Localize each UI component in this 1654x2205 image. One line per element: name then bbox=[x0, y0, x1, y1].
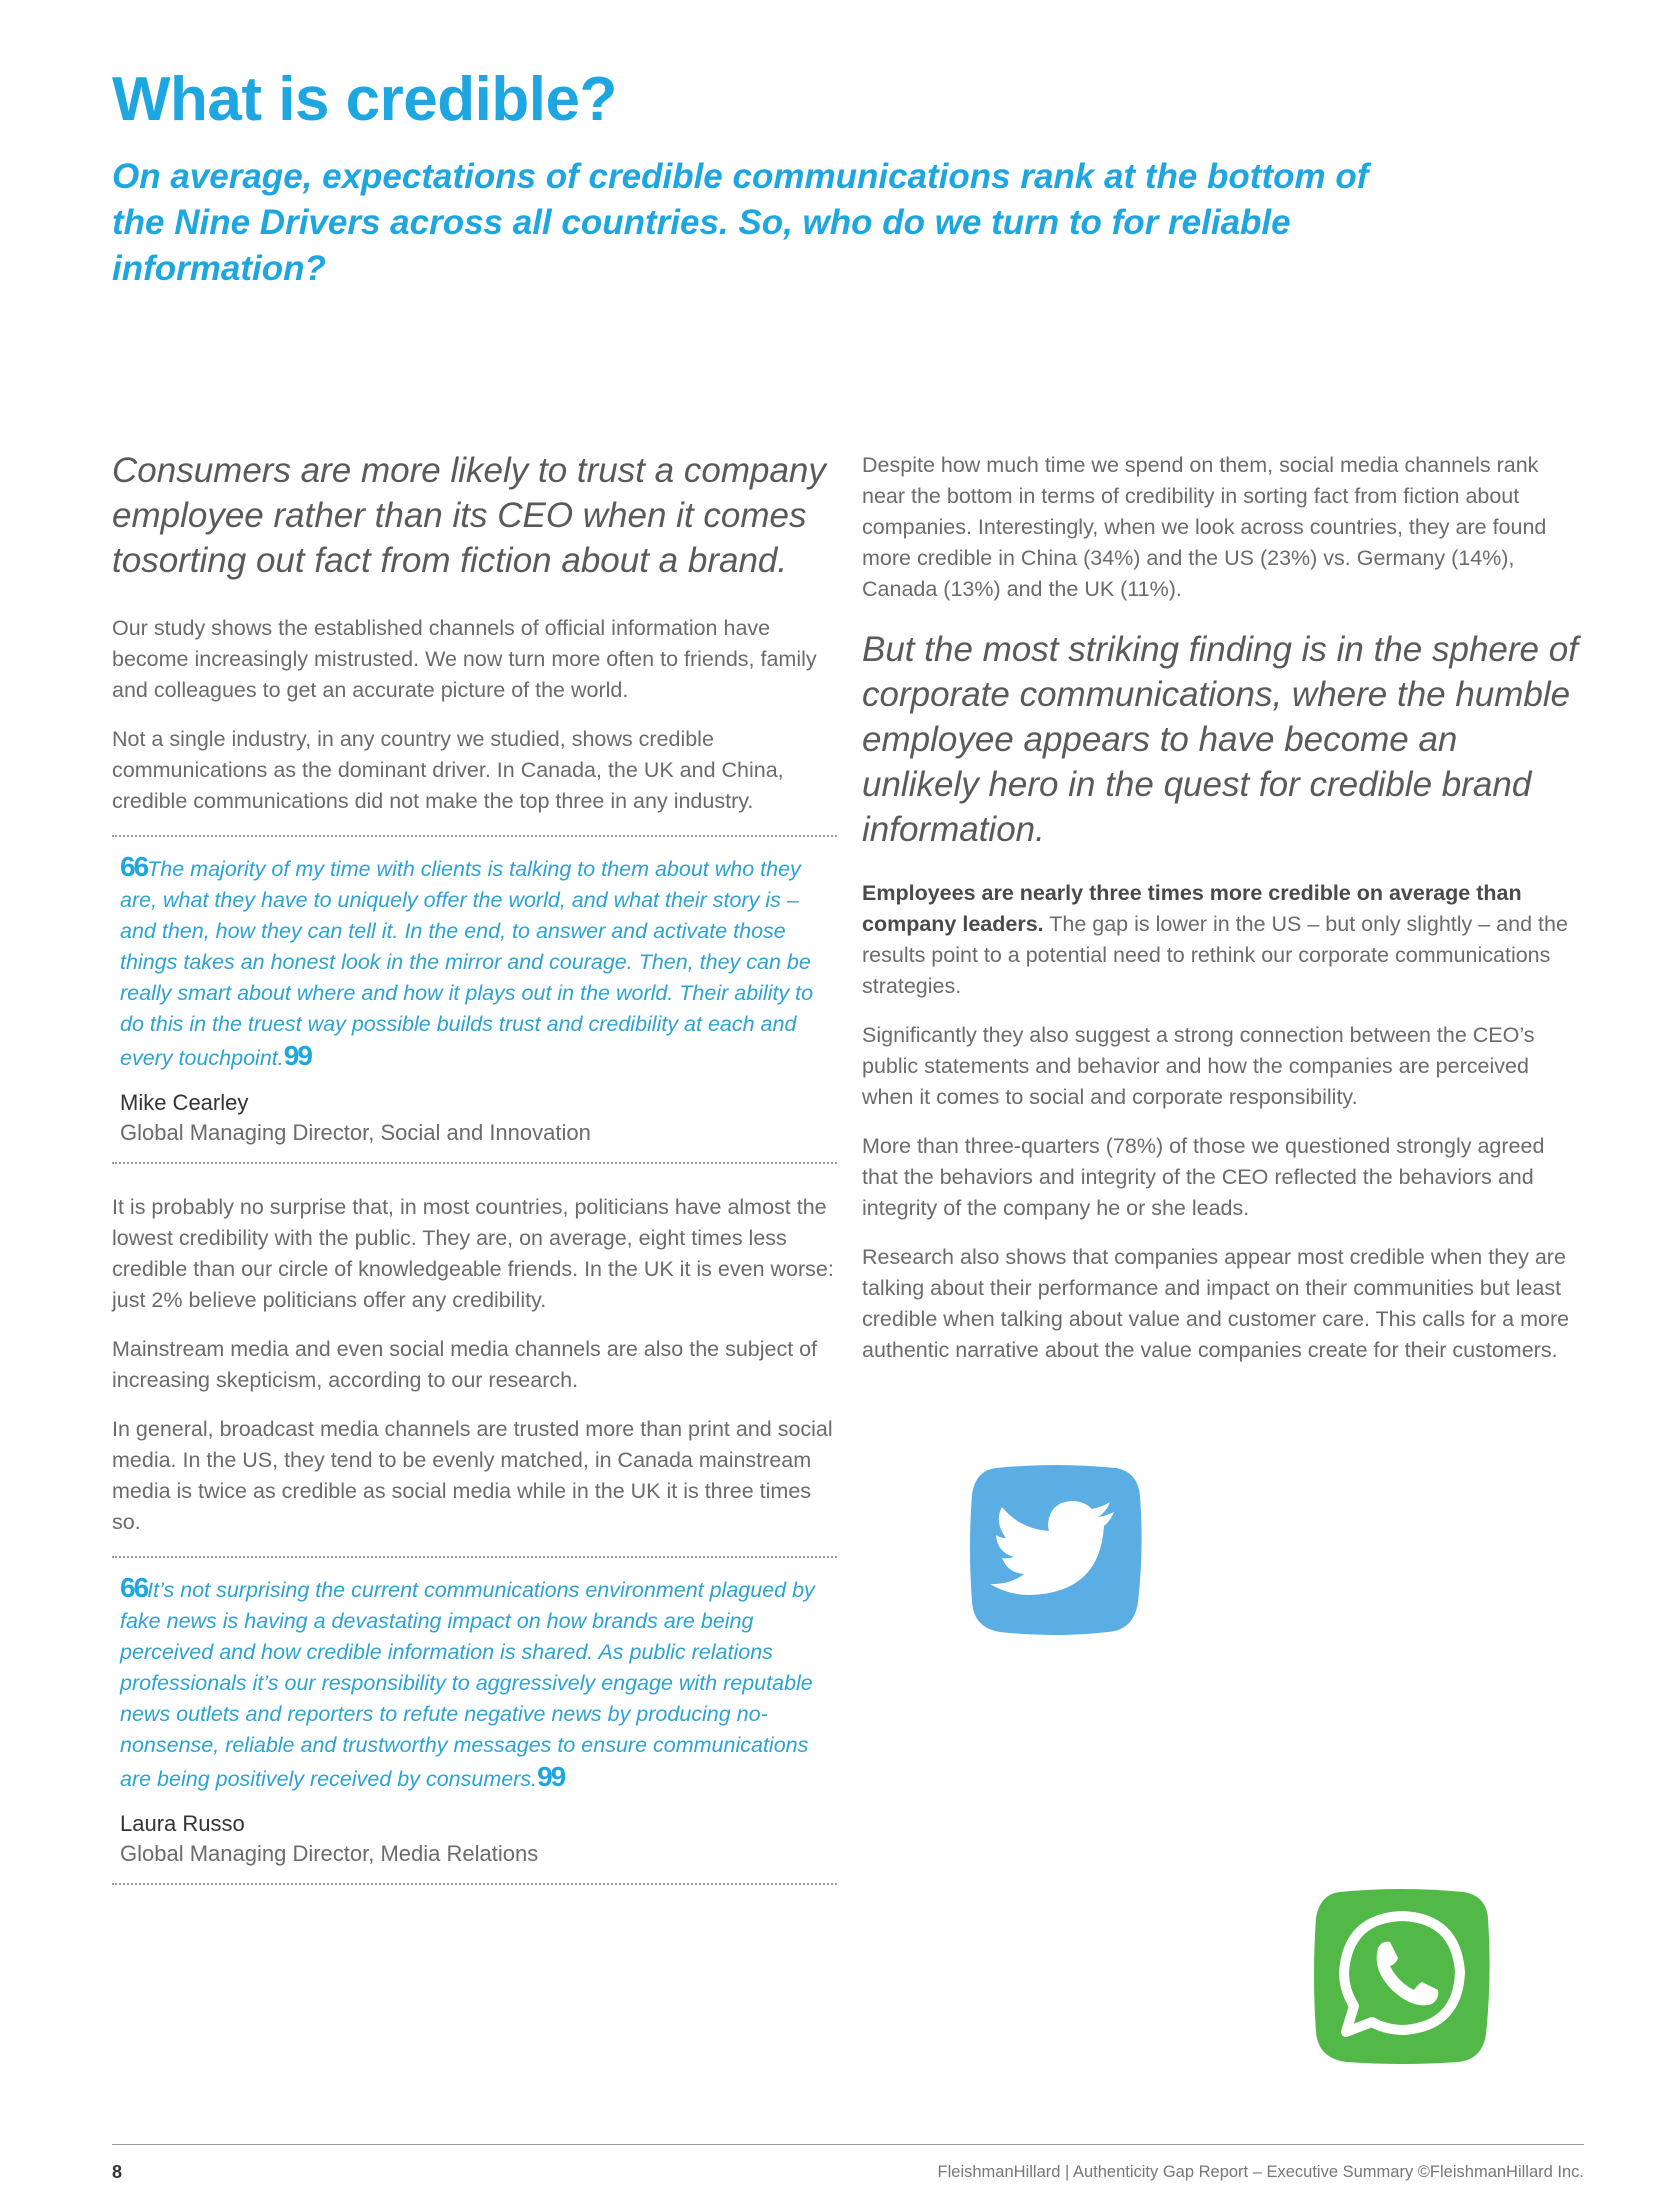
testimonial-name: Mike Cearley bbox=[120, 1090, 249, 1115]
right-paragraph-4: More than three-quarters (78%) of those we questioned strongly agreed that the behaviors and integrity of the CEO reflected the behaviors and integrity of the company he or she leads. bbox=[862, 1134, 1545, 1220]
left-paragraph-5: In general, broadcast media channels are trusted more than print and social media. In the US, they tend to be evenly matched, in Canada mainstream media is twice as credible as social media while in the UK it is three times so. bbox=[112, 1417, 833, 1534]
left-pullquote: Consumers are more likely to trust a company employee rather than its CEO when it comes tosorting out fact from fiction about a brand. bbox=[112, 451, 826, 580]
footer-divider bbox=[112, 2144, 1584, 2145]
whatsapp-icon bbox=[1312, 1886, 1492, 2066]
page-subtitle: On average, expectations of credible communications rank at the bottom of the Nine Drivers across all countries. So, who do we turn to for reliable information? bbox=[112, 157, 1369, 288]
right-column bbox=[862, 450, 1582, 1384]
testimonial-quote bbox=[120, 851, 829, 1074]
testimonial-laura-russo bbox=[112, 1556, 837, 1885]
testimonial-quote bbox=[120, 1572, 829, 1795]
left-column bbox=[112, 448, 837, 1913]
right-paragraph-2 bbox=[862, 878, 1582, 1002]
testimonial-mike-cearley bbox=[112, 835, 837, 1164]
testimonial-role: Global Managing Director, Media Relations bbox=[120, 1841, 539, 1866]
right-paragraph-2-bold: Employees are nearly three times more credible on average than company leaders. bbox=[862, 881, 1522, 936]
open-quote-icon: 66 bbox=[120, 1572, 148, 1603]
right-paragraph-3: Significantly they also suggest a strong connection between the CEO’s public statements and behavior and how the companies are perceived when it comes to social and corporate responsibility. bbox=[862, 1023, 1535, 1109]
left-paragraph-1: Our study shows the established channels of official information have become increasingly mistrusted. We now turn more often to friends, family and colleagues to get an accurate picture of the world. bbox=[112, 616, 817, 702]
footer-text: FleishmanHillard | Authenticity Gap Report – Executive Summary ©FleishmanHillard Inc. bbox=[937, 2163, 1584, 2181]
testimonial-quote-text: The majority of my time with clients is talking to them about who they are, what they have to uniquely offer the world, and what their story is – and then, how they can tell it. In the end, to answer and activate those things takes an honest look in the mirror and courage. Then, they can be really smart about where and how it plays out in the world. Their ability to do this in the truest way possible builds trust and credibility at each and every touchpoint. bbox=[120, 857, 814, 1070]
testimonial-quote-text: It’s not surprising the current communications environment plagued by fake news is having a devastating impact on how brands are being perceived and how credible information is shared. As public relations professionals it’s our responsibility to aggressively engage with reputable news outlets and reporters to refute negative news by producing no-nonsense, reliable and trustworthy messages to ensure communications are being positively received by consumers. bbox=[120, 1578, 815, 1791]
page-number: 8 bbox=[112, 2162, 123, 2182]
close-quote-icon: 99 bbox=[283, 1040, 311, 1071]
right-paragraph-2-rest: The gap is lower in the US – but only slightly – and the results point to a potential need to rethink our corporate communications strategies. bbox=[862, 912, 1568, 998]
page-title: What is credible? bbox=[112, 65, 617, 134]
left-paragraph-2: Not a single industry, in any country we studied, shows credible communications as the dominant driver. In Canada, the UK and China, credible communications did not make the top three in any industry. bbox=[112, 727, 784, 813]
left-paragraph-3: It is probably no surprise that, in most countries, politicians have almost the lowest credibility with the public. They are, on average, eight times less credible than our circle of knowledgeable friends. In the UK it is even worse: just 2% believe politicians offer any credibility. bbox=[112, 1195, 834, 1312]
right-paragraph-5: Research also shows that companies appear most credible when they are talking about their performance and impact on their communities but least credible when talking about value and customer care. This calls for a more authentic narrative about the value companies create for their customers. bbox=[862, 1245, 1570, 1362]
right-paragraph-1: Despite how much time we spend on them, social media channels rank near the bottom in terms of credibility in sorting fact from fiction about companies. Interestingly, when we look across countries, they are found more credible in China (34%) and the US (23%) vs. Germany (14%), Canada (13%) and the UK (11%). bbox=[862, 453, 1547, 601]
left-paragraph-4: Mainstream media and even social media channels are also the subject of increasing skepticism, according to our research. bbox=[112, 1337, 818, 1392]
close-quote-icon: 99 bbox=[537, 1761, 565, 1792]
right-pullquote: But the most striking finding is in the sphere of corporate communications, where the humble employee appears to have become an unlikely hero in the quest for credible brand information. bbox=[862, 630, 1578, 849]
twitter-icon bbox=[966, 1460, 1144, 1638]
testimonial-name: Laura Russo bbox=[120, 1811, 245, 1836]
open-quote-icon: 66 bbox=[120, 851, 148, 882]
testimonial-role: Global Managing Director, Social and Innovation bbox=[120, 1120, 591, 1145]
